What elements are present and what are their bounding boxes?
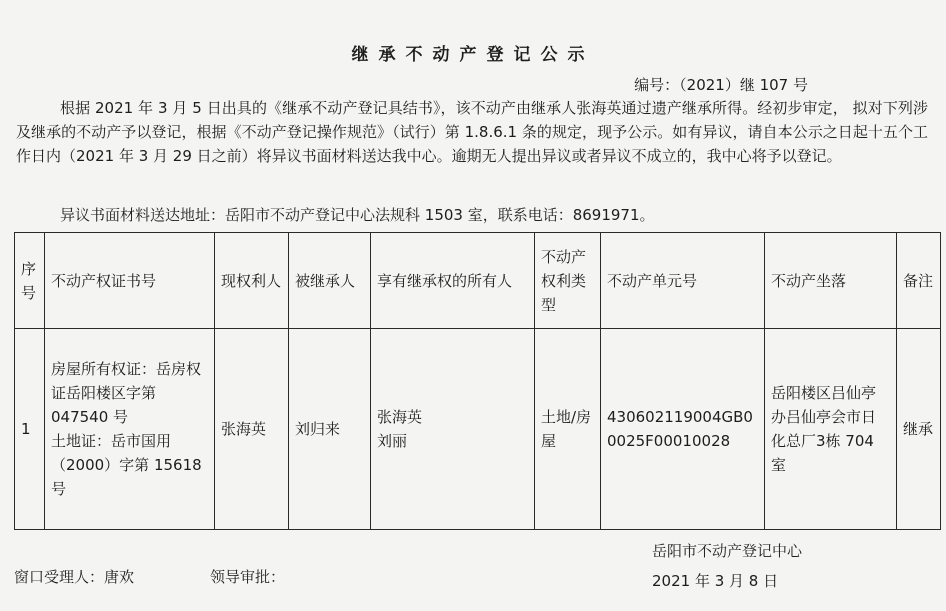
notice-body — [16, 96, 928, 168]
cell-seq: 1 — [15, 329, 45, 530]
document-number: 编号：（2021）继 107 号 — [634, 76, 808, 94]
cell-holder: 张海英 — [215, 329, 289, 530]
notice-title: 继承不动产登记公示 — [351, 45, 595, 65]
objection-address: 异议书面材料送达地址：岳阳市不动产登记中心法规科 1503 室，联系电话：8691971。 — [60, 206, 655, 224]
cell-heirs — [371, 329, 535, 530]
window-clerk: 窗口受理人：唐欢 — [14, 568, 135, 586]
header-unit-no: 不动产单元号 — [601, 233, 765, 329]
header-seq: 序号 — [15, 233, 45, 329]
cell-cert-no — [45, 329, 215, 530]
header-cert-no: 不动产权证书号 — [45, 233, 215, 329]
table-header-row — [15, 233, 941, 329]
header-heirs: 享有继承权的所有人 — [371, 233, 535, 329]
heir-name: 刘丽 — [377, 432, 408, 450]
table-row — [15, 329, 941, 530]
cell-right-type: 土地/房屋 — [535, 329, 601, 530]
cell-location: 岳阳楼区吕仙亭办吕仙亭会市日化总厂3栋 704 室 — [765, 329, 897, 530]
cell-unit-no: 430602119004GB00025F00010028 — [601, 329, 765, 530]
cell-remark: 继承 — [897, 329, 941, 530]
header-remark: 备注 — [897, 233, 941, 329]
header-location: 不动产坐落 — [765, 233, 897, 329]
header-deceased: 被继承人 — [289, 233, 371, 329]
cell-deceased: 刘归来 — [289, 329, 371, 530]
header-right-type: 不动产权利类型 — [535, 233, 601, 329]
heir-name: 张海英 — [377, 408, 423, 426]
notice-paragraph: 根据 2021 年 3 月 5 日出具的《继承不动产登记具结书》，该不动产由继承人张海英通过遗产继承所得。经初步审定， 拟对下列涉及继承的不动产予以登记，根据《不动产登记操作规范》（试行）第 1.8.6.1 条的规定，现予公示。如有异议，请自本公示之日起十五个工作日内（2021 年 3 月 29 日之前）将异议书面材料送达我中心。逾期无人提出异议或者异议不成立的，我中心将予以登记。 — [16, 99, 928, 165]
inheritance-table — [14, 232, 941, 530]
issue-date: 2021 年 3 月 8 日 — [652, 572, 779, 590]
header-holder: 现权利人 — [215, 233, 289, 329]
leader-approval: 领导审批： — [210, 568, 286, 586]
cert-house: 房屋所有权证：岳房权证岳阳楼区字第 047540 号 — [51, 360, 202, 426]
issuing-org: 岳阳市不动产登记中心 — [652, 542, 803, 560]
cert-land: 土地证：岳市国用（2000）字第 15618 号 — [51, 432, 202, 498]
